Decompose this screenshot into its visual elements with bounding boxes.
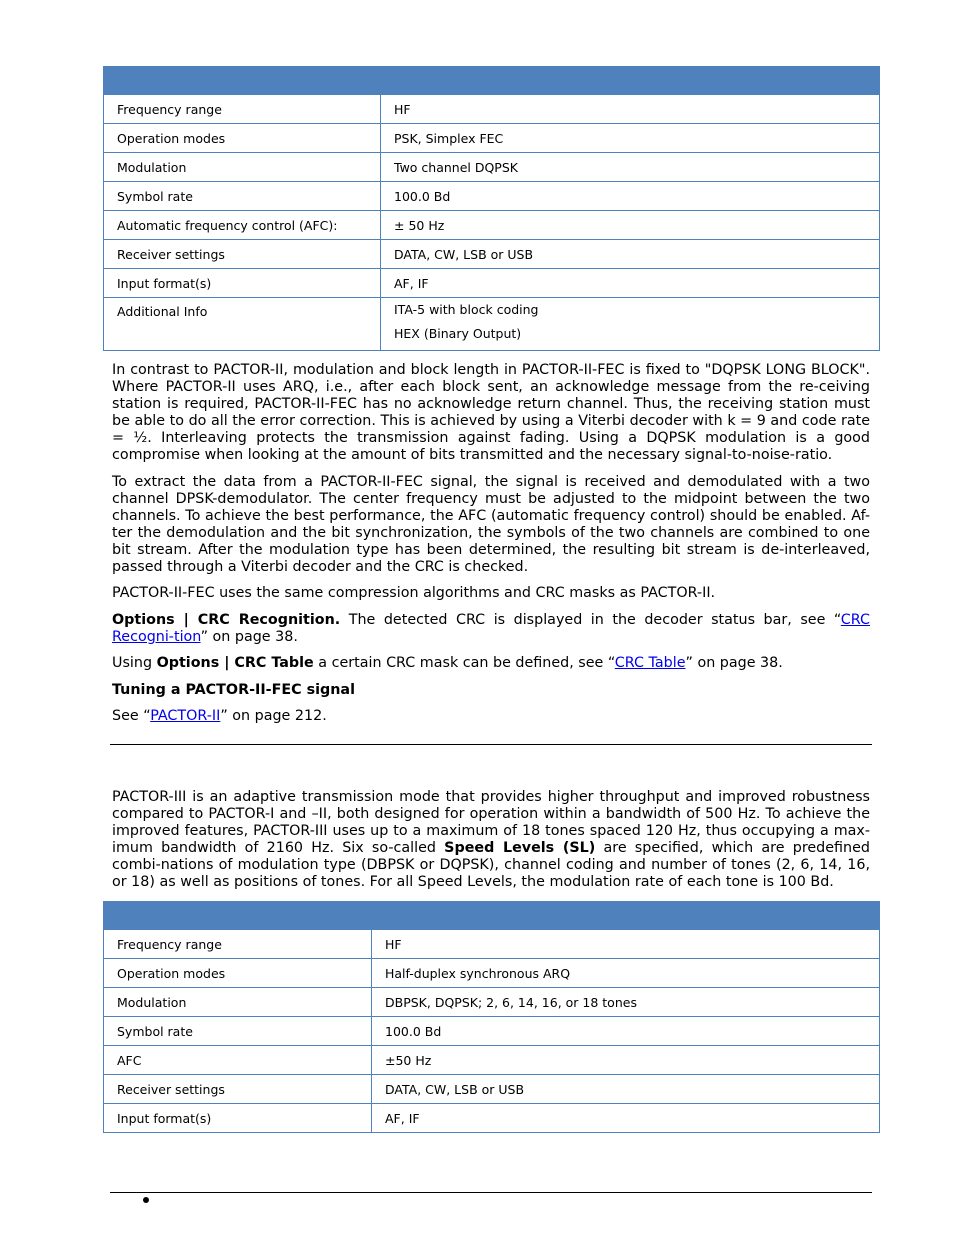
row-value: HF (372, 930, 880, 959)
paragraph-text: a certain CRC mask can be defined, see “ (313, 655, 615, 671)
table-row (104, 1104, 880, 1133)
pactor-ii-link[interactable]: PACTOR-II (150, 708, 221, 724)
paragraph-text: ” on page 38. (685, 655, 783, 671)
paragraph (112, 655, 870, 672)
row-label: Input format(s) (104, 1104, 372, 1133)
paragraph-text: are specified, which are predefined combi-nations of modulation type (DBPSK or DQPSK), channel coding and number of tones (2, 6, 14, 16, or 18) as well as positions of tones. For all Speed Levels, the modulation rate of each tone is 100 Bd. (112, 840, 870, 890)
table-row (104, 298, 880, 351)
paragraph (112, 612, 870, 646)
row-label: Receiver settings (104, 1075, 372, 1104)
menu-path: Options | CRC Recognition. (112, 612, 341, 628)
footer-divider (110, 1192, 872, 1193)
row-value: HF (381, 95, 880, 124)
table-row (104, 211, 880, 240)
row-label: Receiver settings (104, 240, 381, 269)
table-row (104, 124, 880, 153)
additional-info-line: ITA-5 with block coding (394, 302, 539, 317)
paragraph-text: PACTOR-III is an adaptive transmission mode that provides higher throughput and improved robustness compared to PACTOR-I and –II, both designed for operation within a bandwidth of 500 Hz. To achieve the improved features, PACTOR-III uses up to a maximum of 18 tones spaced 120 Hz, thus occupying a max-imum bandwidth of 2160 Hz. Six so-called (112, 789, 870, 856)
table-row (104, 1075, 880, 1104)
menu-path: Options | CRC Table (156, 655, 314, 671)
row-value: DATA, CW, LSB or USB (372, 1075, 880, 1104)
row-value: AF, IF (372, 1104, 880, 1133)
row-value: Two channel DQPSK (381, 153, 880, 182)
row-value: ±50 Hz (372, 1046, 880, 1075)
paragraph-text: ” on page 212. (220, 708, 327, 724)
crc-recognition-link[interactable]: CRC Recogni-tion (112, 612, 870, 645)
table-row (104, 182, 880, 211)
paragraph: To extract the data from a PACTOR-II-FEC signal, the signal is received and demodulated with a two channel DPSK-demodulator. The center frequency must be adjusted to the midpoint between the two channels. To achieve the best performance, the AFC (automatic frequency control) should be enabled. Af-ter the demodulation and the bit synchronization, the symbols of the two channels are combined to one bit stream. After the modulation type has been determined, the resulting bit stream is de-interleaved, passed through a Viterbi decoder and the CRC is checked. (112, 474, 870, 575)
row-value: ± 50 Hz (381, 211, 880, 240)
row-value: PSK, Simplex FEC (381, 124, 880, 153)
row-label: Modulation (104, 153, 381, 182)
row-label: Modulation (104, 988, 372, 1017)
paragraph-text: See “ (112, 708, 151, 724)
row-label: AFC (104, 1046, 372, 1075)
table-row (104, 153, 880, 182)
row-label: Automatic frequency control (AFC): (104, 211, 381, 240)
row-label: Operation modes (104, 959, 372, 988)
table-row (104, 1046, 880, 1075)
table-row (104, 988, 880, 1017)
pactor-iii-spec-table (103, 901, 880, 1133)
row-value: DATA, CW, LSB or USB (381, 240, 880, 269)
divider (110, 744, 872, 745)
row-value (381, 298, 880, 351)
paragraph-text: ” on page 38. (200, 629, 298, 645)
row-label: Symbol rate (104, 1017, 372, 1046)
table-row (104, 240, 880, 269)
row-value: 100.0 Bd (372, 1017, 880, 1046)
footer-bullet-icon (143, 1197, 149, 1203)
table-row (104, 959, 880, 988)
row-label: Input format(s) (104, 269, 381, 298)
paragraph-text: The detected CRC is displayed in the decoder status bar, see “ (340, 612, 841, 628)
table-header-row (104, 902, 880, 930)
table-row (104, 1017, 880, 1046)
paragraph: PACTOR-II-FEC uses the same compression algorithms and CRC masks as PACTOR-II. (112, 585, 716, 601)
row-label: Operation modes (104, 124, 381, 153)
row-value: DBPSK, DQPSK; 2, 6, 14, 16, or 18 tones (372, 988, 880, 1017)
paragraph (112, 708, 870, 725)
section-subheading: Tuning a PACTOR-II-FEC signal (112, 682, 355, 698)
paragraph-text: Using (112, 655, 157, 671)
row-label: Additional Info (104, 298, 381, 351)
pactor-ii-fec-spec-table (103, 66, 880, 351)
row-value: 100.0 Bd (381, 182, 880, 211)
paragraph (112, 789, 870, 891)
additional-info-line: HEX (Binary Output) (394, 326, 522, 341)
row-value: AF, IF (381, 269, 880, 298)
row-label: Symbol rate (104, 182, 381, 211)
crc-table-link[interactable]: CRC Table (614, 655, 686, 671)
bold-term: Speed Levels (SL) (444, 840, 596, 856)
row-value: Half-duplex synchronous ARQ (372, 959, 880, 988)
row-label: Frequency range (104, 930, 372, 959)
table-row (104, 95, 880, 124)
row-label: Frequency range (104, 95, 381, 124)
table-row (104, 930, 880, 959)
paragraph: In contrast to PACTOR-II, modulation and block length in PACTOR-II-FEC is fixed to "DQPSK LONG BLOCK". Where PACTOR-II uses ARQ, i.e., after each block sent, an acknowledge message from the re-ceiving station is required, PACTOR-II-FEC has no acknowledge return channel. Thus, the receiving station must be able to do all the error correction. This is achieved by using a Viterbi decoder with k = 9 and code rate = ½. Interleaving protects the transmission against fading. Using a DQPSK modulation is a good compromise when looking at the amount of bits transmitted and the necessary signal-to-noise-ratio. (112, 362, 870, 463)
table-row (104, 269, 880, 298)
table-header-row (104, 67, 880, 95)
